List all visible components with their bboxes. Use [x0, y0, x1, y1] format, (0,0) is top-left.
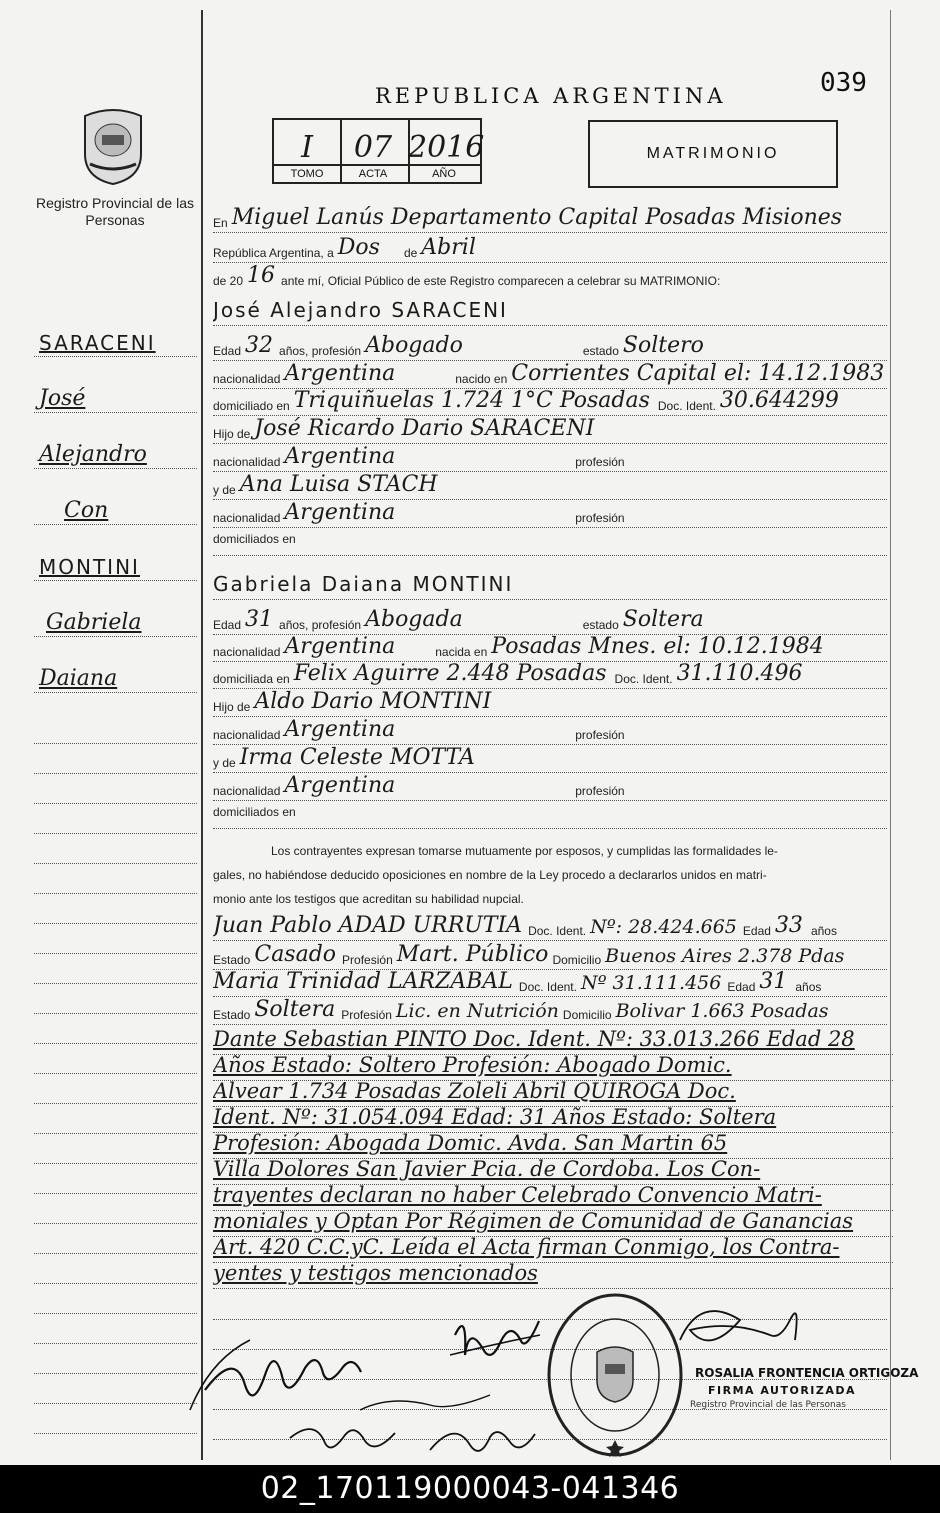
year: 16	[247, 263, 276, 288]
margin-blank	[34, 775, 197, 804]
groom-name: José Alejandro SARACENI	[213, 298, 508, 322]
margin-blank	[34, 1165, 197, 1194]
margin-blank	[34, 1345, 197, 1374]
margin-blank	[34, 1405, 197, 1434]
bride-father-line: Hijo de Aldo Dario MONTINI	[213, 689, 887, 717]
margin-note: MONTINI	[34, 552, 197, 581]
month: Abril	[421, 235, 476, 260]
witness1-details-line: Estado Casado Profesión Mart. Público Domicilio Buenos Aires 2.378 Pdas	[213, 942, 887, 970]
groom-name-line	[213, 298, 887, 326]
acta-label: ACTA	[338, 164, 408, 182]
margin-blank	[34, 1315, 197, 1344]
groom-address-line: domiciliado en Triquiñuelas 1.724 1°C Posadas Doc. Ident. 30.644299	[213, 388, 887, 416]
margin-blank	[34, 985, 197, 1014]
margin-blank	[34, 1195, 197, 1224]
margin-blank	[34, 895, 197, 924]
acta-box	[338, 118, 410, 184]
groom-mother-line: y de Ana Luisa STACH	[213, 472, 887, 500]
acta-value: 07	[353, 130, 393, 165]
bride-name-line	[213, 572, 887, 600]
bride-mother-nat-line: nacionalidad Argentina profesión	[213, 773, 887, 801]
narrative-line-7: trayentes declaran no haber Celebrado Convencio Matri-	[213, 1182, 893, 1211]
tomo-value: I	[301, 130, 313, 165]
margin-blank	[34, 865, 197, 894]
year-line: de 20 16 ante mí, Oficial Público de este Registro comparecen a celebrar su MATRIMONIO:	[213, 263, 721, 288]
margin-blank	[34, 1255, 197, 1284]
bride-nat-line: nacionalidad Argentina nacida en Posadas Mnes. el: 10.12.1984	[213, 634, 887, 662]
margin-blank	[34, 835, 197, 864]
margin-note: José	[34, 384, 197, 413]
narrative-line-6: Villa Dolores San Javier Pcia. de Cordoba. Los Con-	[213, 1156, 893, 1185]
tomo-box	[272, 118, 342, 184]
country-title: REPUBLICA ARGENTINA	[375, 84, 727, 108]
narrative-line-10: yentes y testigos mencionados	[213, 1260, 893, 1289]
narrative-line-8: moniales y Optan Por Régimen de Comunidad de Ganancias	[213, 1208, 893, 1237]
bride-domiciliados-line: domiciliados en	[213, 801, 887, 829]
signer-institution: Registro Provincial de las Personas	[690, 1400, 846, 1410]
anio-value: 2016	[408, 130, 485, 165]
bride-address-line: domiciliada en Felix Aguirre 2.448 Posadas Doc. Ident. 31.110.496	[213, 661, 887, 689]
act-number: 039	[820, 68, 867, 98]
date-line: República Argentina, a Dos de Abril	[213, 235, 887, 263]
document-id-bar: 02_170119000043-041346	[0, 1465, 940, 1513]
margin-blank	[34, 925, 197, 954]
anio-label: AÑO	[408, 164, 480, 182]
place-line: En Miguel Lanús Departamento Capital Posadas Misiones	[213, 205, 887, 233]
place: Miguel Lanús Departamento Capital Posadas Misiones	[231, 205, 843, 230]
margin-note: Gabriela	[34, 608, 197, 637]
narrative-line-3: Alvear 1.734 Posadas Zoleli Abril QUIROGA Doc.	[213, 1078, 893, 1107]
narrative-line-1: Dante Sebastian PINTO Doc. Ident. Nº: 33.013.266 Edad 28	[213, 1026, 893, 1055]
margin-blank	[34, 1225, 197, 1254]
margin-blank	[34, 1045, 197, 1074]
provincial-crest-icon	[80, 108, 146, 186]
margin-note: Con	[34, 496, 197, 525]
margin-note: SARACENI	[34, 328, 197, 357]
legal-text-3: monio ante los testigos que acreditan su habilidad nupcial.	[213, 892, 524, 906]
registry-name: Registro Provincial de las Personas	[36, 195, 194, 228]
tomo-label: TOMO	[274, 164, 340, 182]
groom-domiciliados-line: domiciliados en	[213, 528, 887, 556]
margin-blank	[34, 715, 197, 744]
margin-blank	[34, 745, 197, 774]
bride-mother-line: y de Irma Celeste MOTTA	[213, 745, 887, 773]
margin-blank	[34, 1075, 197, 1104]
anio-box	[408, 118, 485, 184]
groom-age-line: Edad 32 años, profesión Abogado estado Soltero	[213, 333, 887, 361]
narrative-line-4: Ident. Nº: 31.054.094 Edad: 31 Años Estado: Soltera	[213, 1104, 893, 1133]
narrative-line-5: Profesión: Abogada Domic. Avda. San Martin 65	[213, 1130, 893, 1159]
groom-mother-nat-line: nacionalidad Argentina profesión	[213, 500, 887, 528]
groom-father-line: Hijo de José Ricardo Dario SARACENI	[213, 416, 887, 444]
bride-name: Gabriela Daiana MONTINI	[213, 572, 514, 596]
bride-age-line: Edad 31 años, profesión Abogada estado Soltera	[213, 607, 887, 635]
day: Dos	[337, 235, 380, 260]
margin-blank	[34, 1375, 197, 1404]
legal-text-1: Los contrayentes expresan tomarse mutuamente por esposos, y cumplidas las formalidades le-	[271, 844, 778, 858]
signatures	[180, 1300, 900, 1465]
margin-blank	[34, 955, 197, 984]
margin-blank	[34, 1015, 197, 1044]
witness2-details-line: Estado Soltera Profesión Lic. en Nutrición Domicilio Bolivar 1.663 Posadas	[213, 997, 887, 1025]
witness1-line: Juan Pablo ADAD URRUTIA Doc. Ident. Nº: 28.424.665 Edad 33 años	[213, 913, 887, 941]
margin-blank	[34, 1285, 197, 1314]
legal-text-2: gales, no habiéndose deducido oposiciones en nombre de la Ley procedo a declararlos unidos en matri-	[213, 868, 767, 882]
margin-note: Alejandro	[34, 440, 197, 469]
margin-divider	[201, 10, 203, 1460]
groom-father-nat-line: nacionalidad Argentina profesión	[213, 444, 887, 472]
bride-father-nat-line: nacionalidad Argentina profesión	[213, 717, 887, 745]
signer-name: ROSALIA FRONTENCIA ORTIGOZA	[695, 1366, 919, 1380]
narrative-line-9: Art. 420 C.C.yC. Leída el Acta firman Conmigo, los Contra-	[213, 1234, 893, 1263]
signer-role: FIRMA AUTORIZADA	[708, 1384, 857, 1397]
margin-note: Daiana	[34, 664, 197, 693]
groom-nat-line: nacionalidad Argentina nacido en Corrientes Capital el: 14.12.1983	[213, 361, 887, 389]
margin-blank	[34, 805, 197, 834]
margin-blank	[34, 1135, 197, 1164]
act-type: MATRIMONIO	[588, 120, 838, 188]
margin-blank	[34, 1105, 197, 1134]
witness2-line: Maria Trinidad LARZABAL Doc. Ident. Nº 31.111.456 Edad 31 años	[213, 969, 887, 997]
narrative-line-2: Años Estado: Soltero Profesión: Abogado Domic.	[213, 1052, 893, 1081]
